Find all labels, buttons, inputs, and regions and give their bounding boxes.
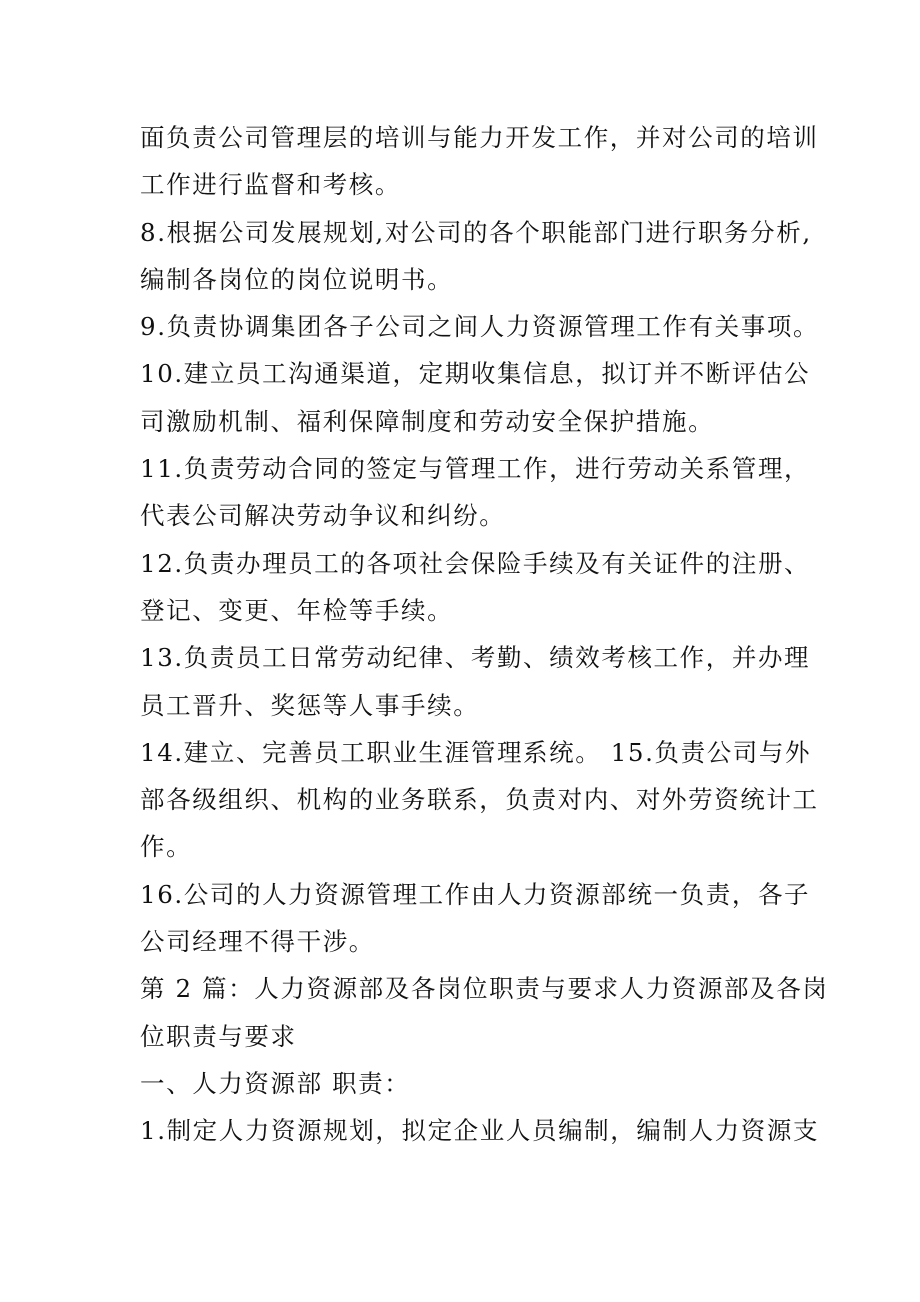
text-line: 工作进行监督和考核。 (140, 170, 401, 200)
text-line: 13.负责员工日常劳动纪律、考勤、绩效考核工作，并办理 (140, 643, 811, 673)
text-line: 9.负责协调集团各子公司之间人力资源管理工作有关事项。 (140, 312, 820, 342)
text-line: 部各级组织、机构的业务联系，负责对内、对外劳资统计工 (140, 785, 819, 815)
text-line: 16.公司的人力资源管理工作由人力资源部统一负责，各子 (140, 879, 811, 909)
text-line: 一、人力资源部 职责： (140, 1068, 411, 1098)
text-line: 1.制定人力资源规划，拟定企业人员编制，编制人力资源支 (140, 1116, 820, 1146)
text-line: 10.建立员工沟通渠道，定期收集信息，拟订并不断评估公 (140, 359, 811, 389)
text-line: 11.负责劳动合同的签定与管理工作，进行劳动关系管理， (140, 454, 811, 484)
text-line: 代表公司解决劳动争议和纠纷。 (140, 501, 506, 531)
document-body (140, 114, 829, 1155)
text-line: 登记、变更、年检等手续。 (140, 595, 454, 625)
text-line: 司激励机制、福利保障制度和劳动安全保护措施。 (140, 406, 715, 436)
text-line: 面负责公司管理层的培训与能力开发工作，并对公司的培训 (140, 123, 819, 152)
text-line: 公司经理不得干涉。 (140, 927, 375, 957)
text-line: 编制各岗位的岗位说明书。 (140, 264, 454, 294)
text-line: 员工晋升、奖惩等人事手续。 (140, 690, 480, 720)
text-line: 12.负责办理员工的各项社会保险手续及有关证件的注册、 (140, 548, 811, 578)
text-line: 第 2 篇：人力资源部及各岗位职责与要求人力资源部及各岗 (140, 974, 829, 1004)
text-line: 作。 (140, 832, 193, 862)
text-line: 8.根据公司发展规划,对公司的各个职能部门进行职务分析, (140, 217, 812, 247)
text-line: 14.建立、完善员工职业生涯管理系统。 15.负责公司与外 (140, 737, 812, 767)
text-line: 位职责与要求 (140, 1021, 297, 1051)
